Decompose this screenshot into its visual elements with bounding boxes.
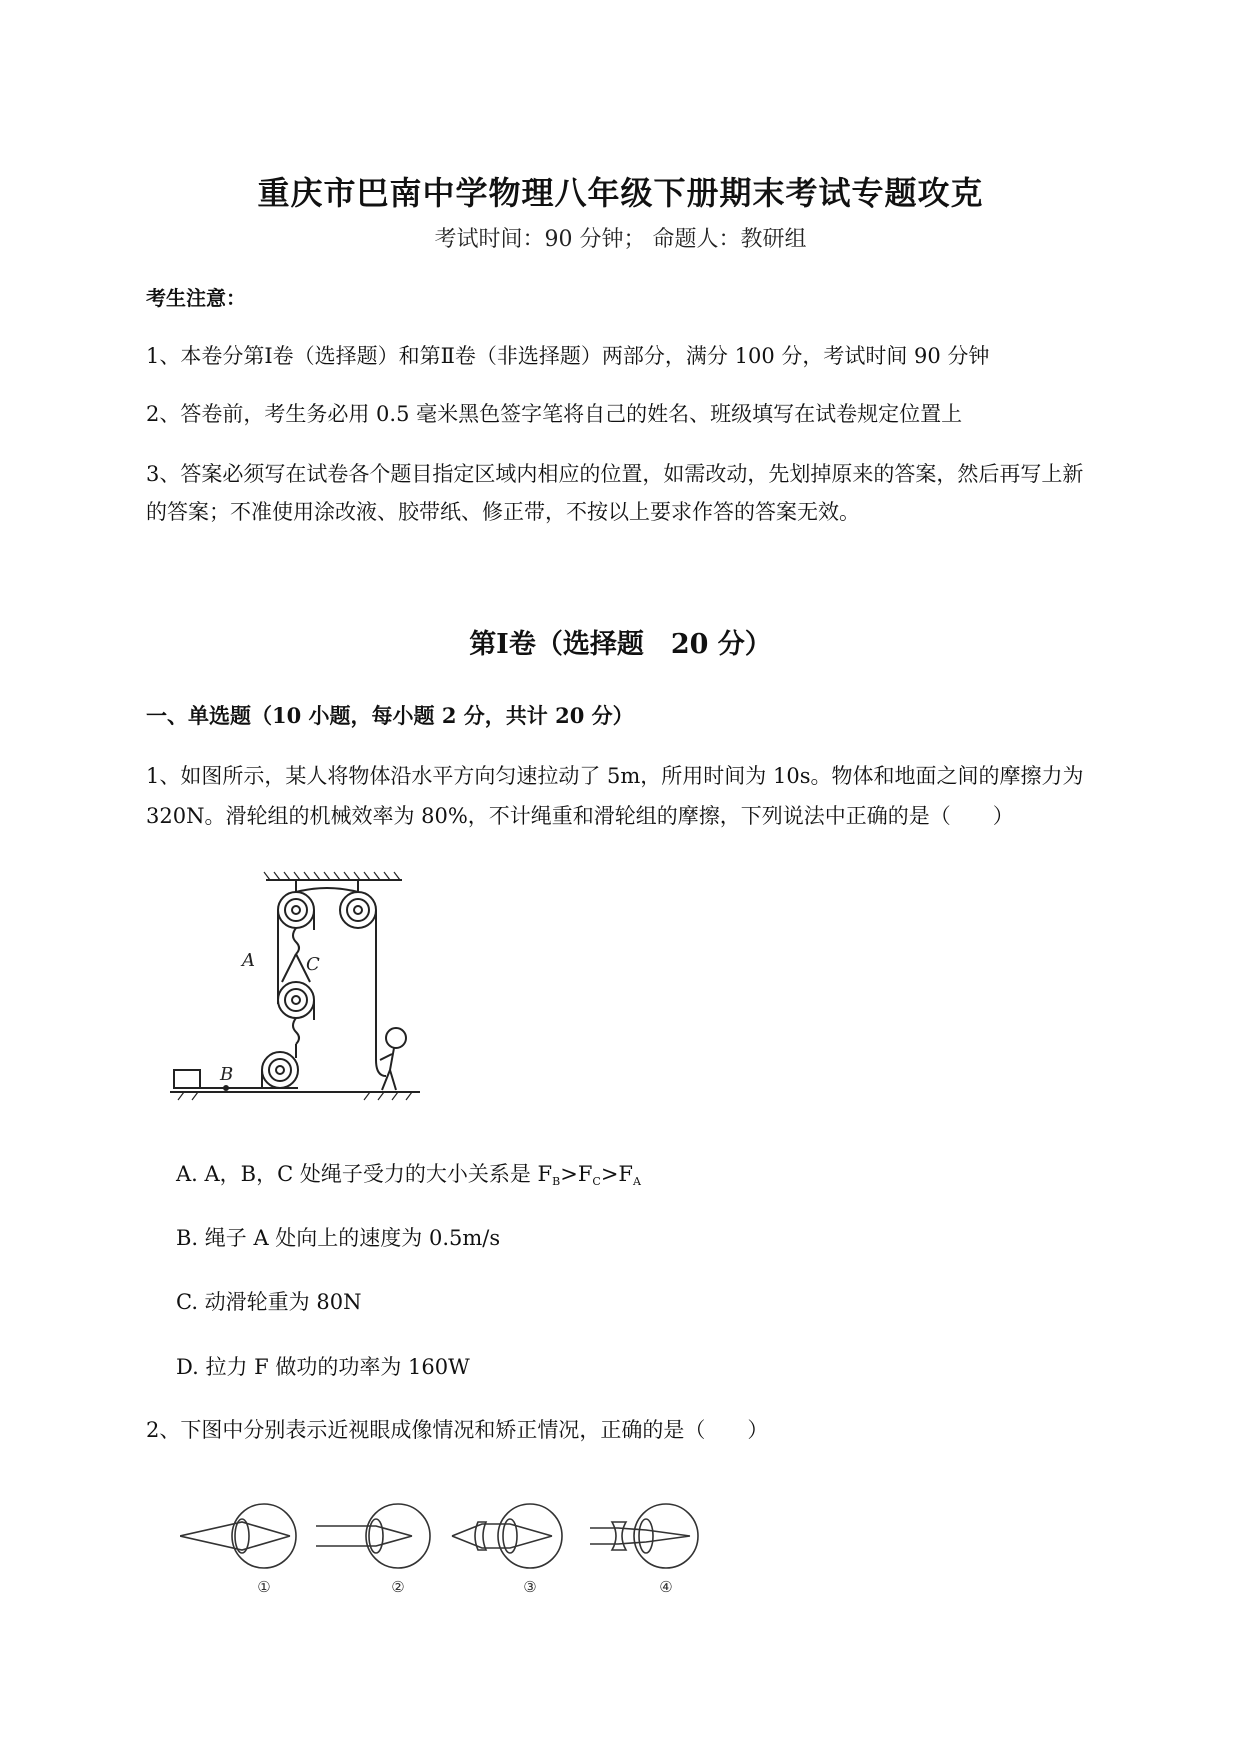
sub-c: C bbox=[592, 1175, 601, 1188]
notice-item-3: 3、答案必须写在试卷各个题目指定区域内相应的位置，如需改动，先划掉原来的答案，然后再写上新 bbox=[146, 462, 1084, 486]
notice-heading: 考生注意： bbox=[146, 286, 246, 310]
sub-a: A bbox=[633, 1175, 641, 1188]
eye-label-4: ④ bbox=[659, 1578, 673, 1596]
exam-subtitle: 考试时间：90 分钟； 命题人：教研组 bbox=[434, 227, 807, 252]
q1-option-a-text: A. A，B，C 处绳子受力的大小关系是 F bbox=[176, 1162, 553, 1186]
section-title: 第Ⅰ卷（选择题 20 分） bbox=[469, 629, 772, 660]
eye-label-2: ② bbox=[391, 1578, 405, 1596]
f-symbol: F bbox=[577, 1162, 593, 1186]
label-a: A bbox=[242, 950, 255, 971]
f-symbol: F bbox=[618, 1162, 633, 1186]
label-c: C bbox=[306, 954, 320, 975]
notice-item-2: 2、答卷前，考生务必用 0.5 毫米黑色签字笔将自己的姓名、班级填写在试卷规定位置上 bbox=[146, 402, 963, 426]
question-2-line-1: 2、下图中分别表示近视眼成像情况和矫正情况，正确的是（ ） bbox=[146, 1418, 769, 1442]
q1-option-a[interactable] bbox=[176, 1158, 641, 1188]
question-1-line-2: 320N。滑轮组的机械效率为 80%，不计绳重和滑轮组的摩擦，下列说法中正确的是（ ） bbox=[146, 804, 1014, 828]
eye-label-1: ① bbox=[257, 1578, 271, 1596]
q1-option-b[interactable]: B. 绳子 A 处向上的速度为 0.5m/s bbox=[176, 1226, 501, 1250]
sub-b: B bbox=[552, 1175, 561, 1188]
pulley-figure bbox=[170, 870, 460, 1110]
page-title: 重庆市巴南中学物理八年级下册期末考试专题攻克 bbox=[257, 174, 984, 212]
q1-option-d[interactable]: D. 拉力 F 做功的功率为 160W bbox=[176, 1355, 470, 1379]
section-subtitle: 一、单选题（10 小题，每小题 2 分，共计 20 分） bbox=[146, 703, 634, 728]
question-1-line-1: 1、如图所示，某人将物体沿水平方向匀速拉动了 5m，所用时间为 10s。物体和地面之间的摩擦力为 bbox=[146, 764, 1084, 788]
gt-sign: > bbox=[560, 1162, 578, 1186]
notice-item-3-cont: 的答案；不准使用涂改液、胶带纸、修正带，不按以上要求作答的答案无效。 bbox=[146, 500, 860, 524]
q1-option-c[interactable]: C. 动滑轮重为 80N bbox=[176, 1290, 362, 1314]
eye-label-3: ③ bbox=[523, 1578, 537, 1596]
notice-item-1: 1、本卷分第Ⅰ卷（选择题）和第Ⅱ卷（非选择题）两部分，满分 100 分，考试时间 90 分钟 bbox=[146, 344, 990, 368]
label-b: B bbox=[220, 1064, 234, 1085]
eye-figures bbox=[180, 1498, 720, 1598]
gt-sign: > bbox=[600, 1162, 619, 1186]
